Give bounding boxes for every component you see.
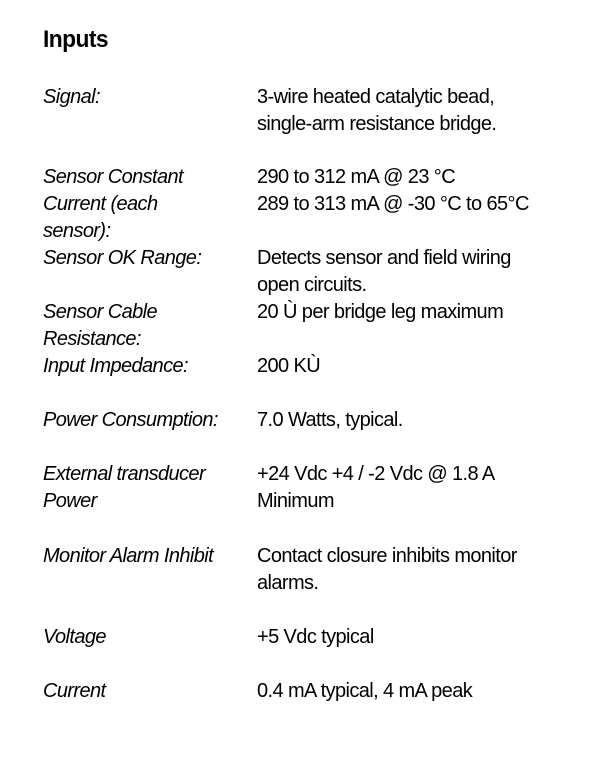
- spec-label: Power Consumption:: [43, 409, 218, 431]
- spec-label: Signal:: [43, 86, 100, 108]
- spec-label: Input Impedance:: [43, 355, 188, 377]
- spec-label: External transducer Power: [43, 463, 206, 512]
- spec-value: +5 Vdc typical: [257, 626, 374, 648]
- spec-label: Monitor Alarm Inhibit: [43, 545, 214, 567]
- spec-value: +24 Vdc +4 / -2 Vdc @ 1.8 A Minimum: [257, 463, 495, 512]
- spec-value: 7.0 Watts, typical.: [257, 409, 403, 431]
- spec-label: Sensor OK Range:: [43, 247, 202, 269]
- spec-label: Voltage: [43, 626, 106, 648]
- spec-value: Detects sensor and field wiring open circuits.: [257, 247, 511, 296]
- spec-label: Current: [43, 680, 106, 702]
- spec-label: Sensor Cable Resistance:: [43, 301, 157, 350]
- spec-value: 3-wire heated catalytic bead, single-arm resistance bridge.: [257, 86, 497, 135]
- spec-value: 290 to 312 mA @ 23 °C 289 to 313 mA @ -30 °C to 65°C: [257, 166, 529, 215]
- spec-value: 0.4 mA typical, 4 mA peak: [257, 680, 473, 702]
- spec-value: 20 Ù per bridge leg maximum: [257, 301, 504, 323]
- spec-value: Contact closure inhibits monitor alarms.: [257, 545, 517, 594]
- section-title: Inputs: [43, 26, 108, 53]
- spec-value: 200 KÙ: [257, 355, 321, 377]
- spec-label: Sensor Constant Current (each sensor):: [43, 166, 183, 242]
